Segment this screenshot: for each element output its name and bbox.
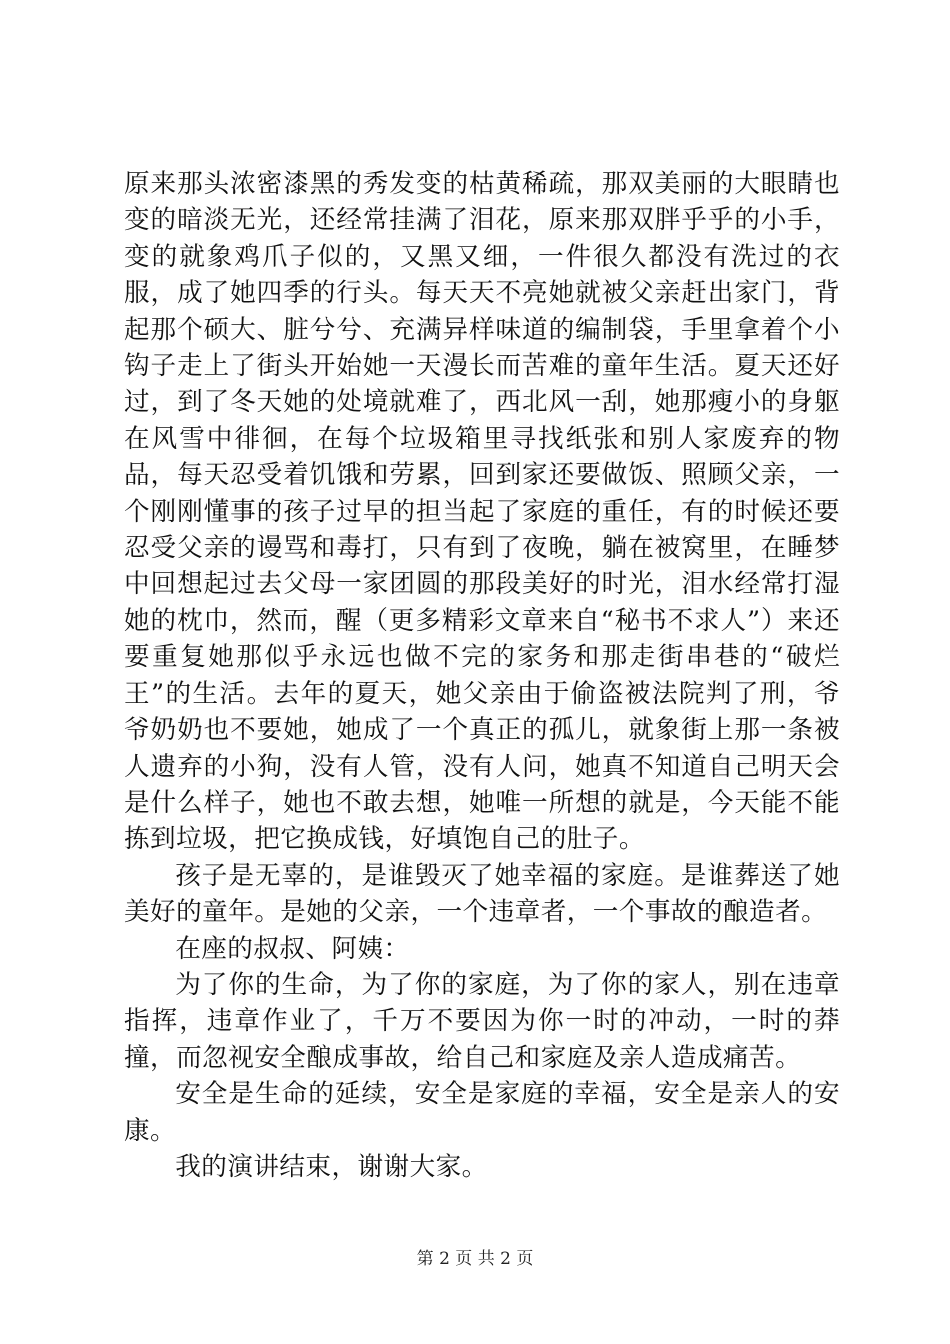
document-body <box>124 166 840 1185</box>
paragraph-2: 孩子是无辜的，是谁毁灭了她幸福的家庭。是谁葬送了她美好的童年。是她的父亲，一个违章者，一个事故的酿造者。 <box>124 860 840 928</box>
paragraph-6: 我的演讲结束，谢谢大家。 <box>175 1151 488 1182</box>
paragraph-1: 原来那头浓密漆黑的秀发变的枯黄稀疏，那双美丽的大眼睛也变的暗淡无光，还经常挂满了泪花，原来那双胖乎乎的小手，变的就象鸡爪子似的，又黑又细，一件很久都没有洗过的衣服，成了她四季的行头。每天天不亮她就被父亲赶出家门，背起那个硕大、脏兮兮、充满异样味道的编制袋，手里拿着个小钩子走上了街头开始她一天漫长而苦难的童年生活。夏天还好过，到了冬天她的处境就难了，西北风一刮，她那瘦小的身躯在风雪中徘徊，在每个垃圾箱里寻找纸张和别人家废弃的物品，每天忍受着饥饿和劳累，回到家还要做饭、照顾父亲，一个刚刚懂事的孩子过早的担当起了家庭的重任，有的时候还要忍受父亲的谩骂和毒打，只有到了夜晚，躺在被窝里，在睡梦中回想起过去父母一家团圆的那段美好的时光，泪水经常打湿她的枕巾，然而，醒（更多精彩文章来自“秘书不求人”）来还要重复她那似乎永远也做不完的家务和那走街串巷的“破烂王”的生活。去年的夏天，她父亲由于偷盗被法院判了刑，爷爷奶奶也不要她，她成了一个真正的孤儿，就象街上那一条被人遗弃的小狗，没有人管，没有人问，她真不知道自己明天会是什么样子，她也不敢去想，她唯一所想的就是，今天能不能拣到垃圾，把它换成钱，好填饱自己的肚子。 <box>124 169 840 855</box>
paragraph-5: 安全是生命的延续，安全是家庭的幸福，安全是亲人的安康。 <box>124 1079 840 1146</box>
paragraph-3: 在座的叔叔、阿姨： <box>175 933 410 964</box>
page-footer: 第 2 页 共 2 页 <box>416 1249 534 1269</box>
paragraph-4: 为了你的生命，为了你的家庭，为了你的家人，别在违章指挥，违章作业了，千万不要因为你一时的冲动，一时的莽撞，而忽视安全酿成事故，给自己和家庭及亲人造成痛苦。 <box>124 969 840 1073</box>
